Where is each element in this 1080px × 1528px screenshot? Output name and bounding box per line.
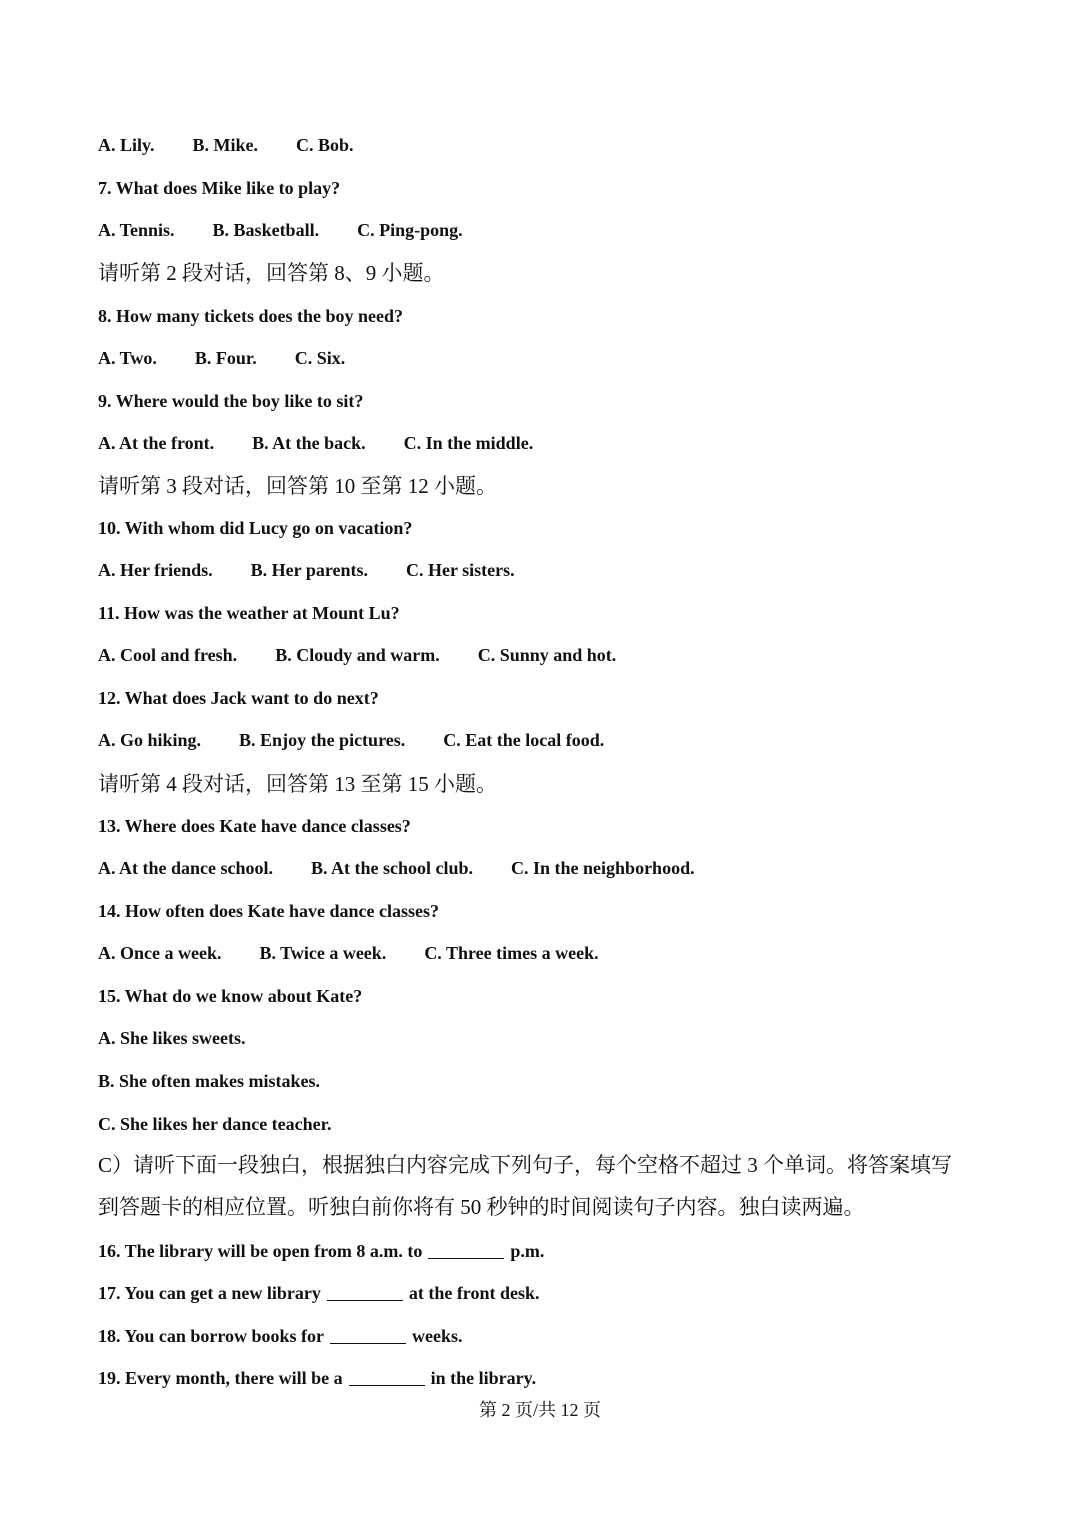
answer-option: B. Basketball. [212,220,320,240]
section-c-line-1: C）请听下面一段独白，根据独白内容完成下列句子，每个空格不超过 3 个单词。将答案填写 [98,1153,953,1177]
answer-options [98,558,553,582]
answer-options [98,856,733,880]
answer-blank [330,1325,406,1344]
answer-option: A. Lily. [98,135,155,155]
answer-option: A. At the dance school. [98,858,273,878]
answer-option: B. Twice a week. [259,943,387,963]
answer-option: B. Cloudy and warm. [275,645,440,665]
question-text: 7. What does Mike like to play? [98,178,341,198]
answer-option: A. At the front. [98,433,215,453]
answer-options [98,133,392,157]
answer-option: C. Eat the local food. [443,730,605,750]
question-text: 8. How many tickets does the boy need? [98,306,403,326]
fill-question-before: 18. You can borrow books for [98,1326,325,1346]
fill-question [98,1281,540,1305]
fill-question [98,1239,544,1263]
section-instruction: 请听第 3 段对话，回答第 10 至第 12 小题。 [98,474,497,498]
question-text: 12. What does Jack want to do next? [98,688,379,708]
answer-blank [327,1282,403,1301]
question-text: 13. Where does Kate have dance classes? [98,816,411,836]
section-c-line-2: 到答题卡的相应位置。听独白前你将有 50 秒钟的时间阅读句子内容。独白读两遍。 [98,1195,865,1219]
answer-option: B. Enjoy the pictures. [239,730,406,750]
fill-question-after: in the library. [430,1368,537,1388]
answer-option: C. In the middle. [403,433,534,453]
question-text: 14. How often does Kate have dance classes? [98,901,439,921]
answer-options [98,431,571,455]
question-text: 11. How was the weather at Mount Lu? [98,603,400,623]
fill-question [98,1366,536,1390]
answer-blank [349,1367,425,1386]
answer-options [98,643,654,667]
question-text: 10. With whom did Lucy go on vacation? [98,518,413,538]
answer-option: C. In the neighborhood. [511,858,695,878]
answer-option: A. Once a week. [98,943,222,963]
question-text: A. She likes sweets. [98,1028,246,1048]
answer-option: C. Bob. [296,135,354,155]
answer-options [98,941,637,965]
answer-options [98,218,501,242]
section-c-instructions [98,1144,998,1228]
answer-options [98,346,383,370]
answer-option: C. Six. [294,348,346,368]
fill-question-before: 19. Every month, there will be a [98,1368,343,1388]
answer-option: B. At the school club. [311,858,474,878]
fill-question-before: 16. The library will be open from 8 a.m. to [98,1241,423,1261]
answer-options [98,728,642,752]
fill-question-after: at the front desk. [408,1283,540,1303]
answer-option: A. Tennis. [98,220,175,240]
answer-option: B. Mike. [192,135,259,155]
answer-option: A. Cool and fresh. [98,645,238,665]
fill-question-after: p.m. [510,1241,545,1261]
answer-option: A. Go hiking. [98,730,202,750]
page-footer: 第 2 页/共 12 页 [478,1400,601,1420]
question-text: 15. What do we know about Kate? [98,986,363,1006]
answer-option: B. Her parents. [250,560,368,580]
answer-option: C. Three times a week. [424,943,599,963]
answer-option: C. Sunny and hot. [477,645,617,665]
answer-blank [428,1240,504,1259]
answer-option: A. Two. [98,348,157,368]
fill-question-before: 17. You can get a new library [98,1283,321,1303]
fill-question [98,1324,463,1348]
answer-option: C. Her sisters. [406,560,515,580]
answer-option: B. Four. [194,348,257,368]
question-text: B. She often makes mistakes. [98,1071,321,1091]
question-text: 9. Where would the boy like to sit? [98,391,364,411]
answer-option: C. Ping-pong. [357,220,463,240]
answer-option: A. Her friends. [98,560,213,580]
fill-question-after: weeks. [412,1326,463,1346]
answer-option: B. At the back. [252,433,366,453]
section-instruction: 请听第 4 段对话，回答第 13 至第 15 小题。 [98,772,497,796]
section-instruction: 请听第 2 段对话，回答第 8、9 小题。 [98,261,445,285]
question-text: C. She likes her dance teacher. [98,1114,332,1134]
